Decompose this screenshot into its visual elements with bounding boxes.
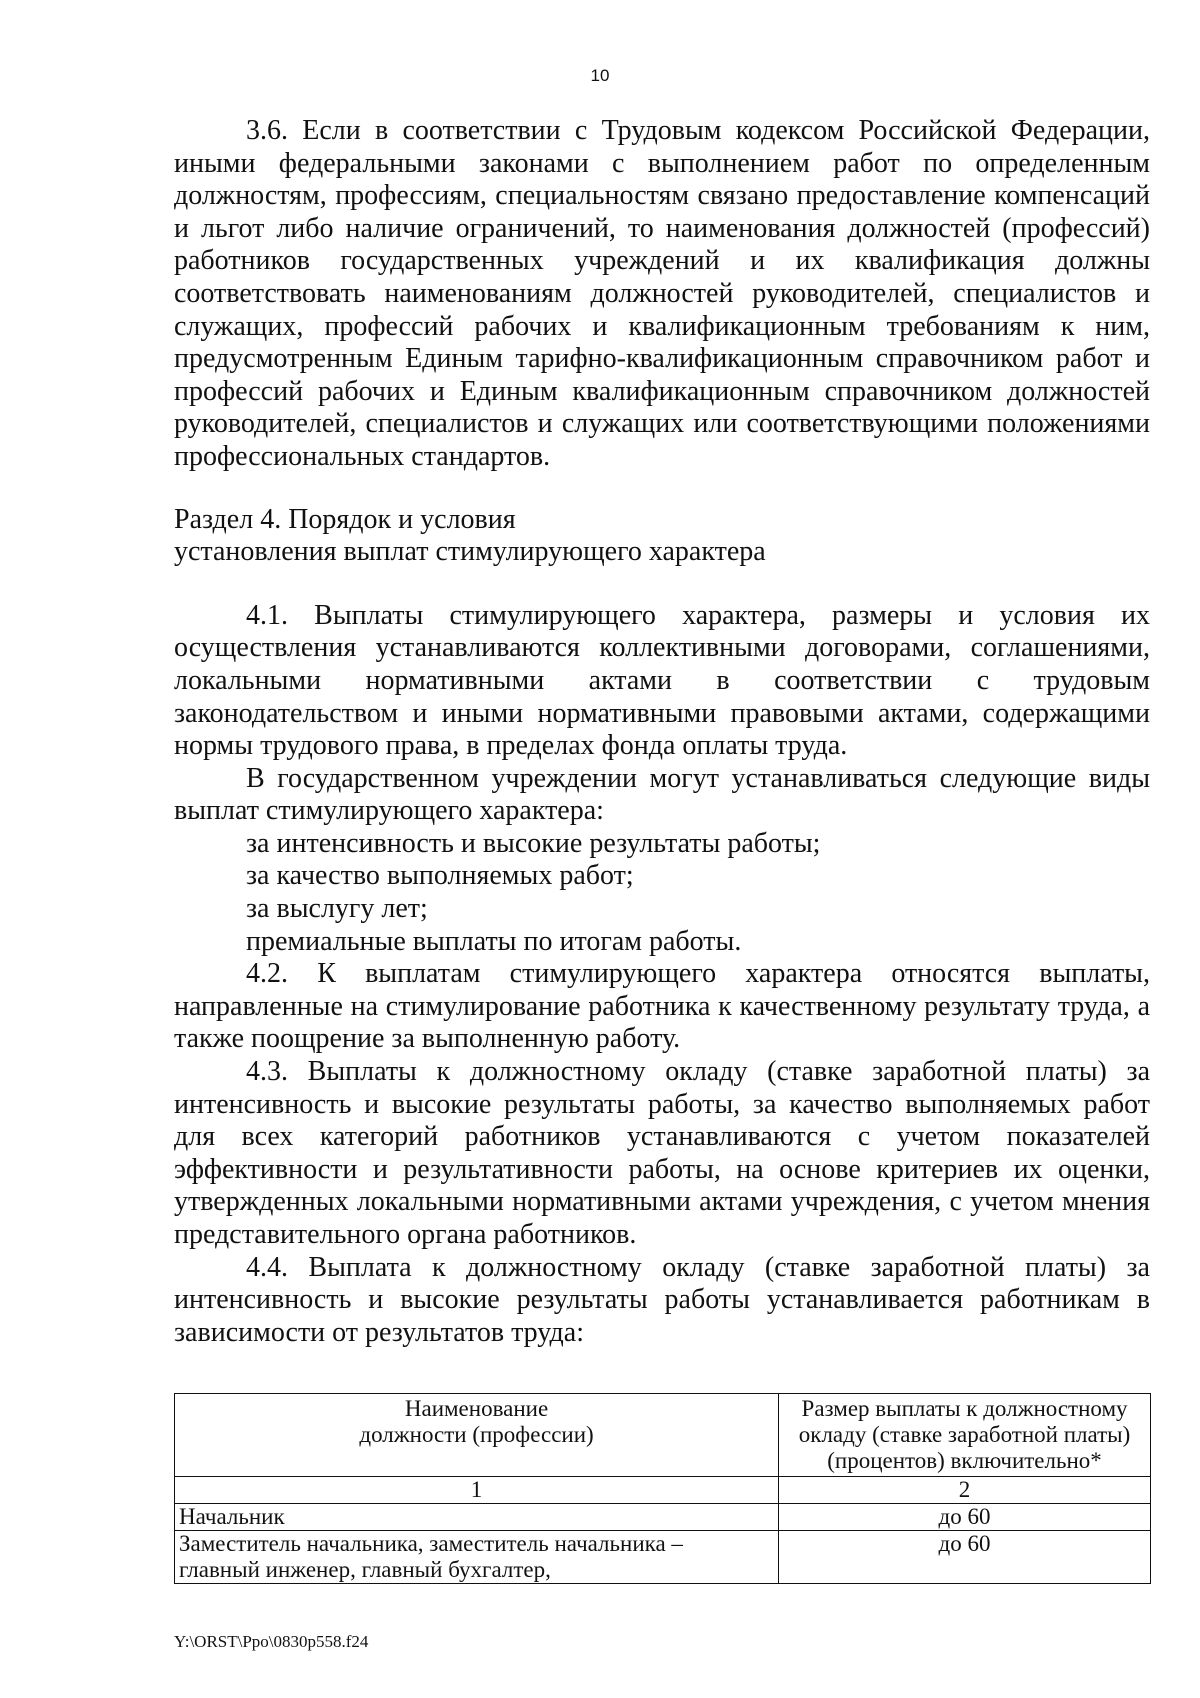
document-body [174, 115, 1150, 1349]
header-payment-line2: окладу (ставке заработной платы) [798, 1422, 1131, 1447]
section-4-title [174, 504, 1150, 569]
payment-table [174, 1393, 1151, 1584]
list-item: за выслугу лет; [246, 893, 428, 925]
header-payment-line1: Размер выплаты к должностному [801, 1396, 1128, 1421]
section-4-title-line2: установления выплат стимулирующего характера [174, 536, 766, 568]
table-row [175, 1531, 1151, 1584]
paragraph-4-1: 4.1. Выплаты стимулирующего характера, размеры и условия их осуществления устанавливаются коллективными договорами, соглашениями, локальными нормативными актами в соответствии с трудовым законодательством и иными нормативными правовыми актами, содержащими нормы трудового права, в пределах фонда оплаты труда. [174, 599, 1150, 762]
table-number-row [175, 1477, 1151, 1504]
column-number: 1 [175, 1477, 779, 1504]
paragraph-3-6: 3.6. Если в соответствии с Трудовым кодексом Российской Федерации, иными федеральными законами с выполнением работ по определенным должностям, профессиям, специальностям связано предоставление компенсаций и льгот либо наличие ограничений, то наименования должностей (профессий) работников государственных учреждений и их квалификация должны соответствовать наименованиям должностей руководителей, специалистов и служащих, профессий рабочих и квалификационным требованиям к ним, предусмотренным Единым тарифно-квалификационным справочником работ и профессий рабочих и Единым квалификационным справочником должностей руководителей, специалистов и служащих или соответствующими положениями профессиональных стандартов. [174, 115, 1150, 472]
header-payment-size [779, 1394, 1151, 1477]
footer-file-path: Y:\ORST\Ppo\0830p558.f24 [174, 1632, 369, 1651]
value-cell: до 60 [779, 1504, 1151, 1531]
list-item: премиальные выплаты по итогам работы. [246, 925, 742, 957]
page-number: 10 [590, 66, 610, 85]
paragraph-kinds-intro: В государственном учреждении могут устанавливаться следующие виды выплат стимулирующего характера: [174, 762, 1150, 827]
position-cell [175, 1531, 779, 1584]
value-cell: до 60 [779, 1531, 1151, 1584]
list-item: за качество выполняемых работ; [246, 860, 634, 892]
paragraph-4-3: 4.3. Выплаты к должностному окладу (ставке заработной платы) за интенсивность и высокие результаты работы, за качество выполняемых работ для всех категорий работников устанавливаются с учетом показателей эффективности и результативности работы, на основе критериев их оценки, утвержденных локальными нормативными актами учреждения, с учетом мнения представительного органа работников. [174, 1056, 1150, 1250]
paragraph-4-2: 4.2. К выплатам стимулирующего характера относятся выплаты, направленные на стимулирование работника к качественному результату труда, а также поощрение за выполненную работу. [174, 958, 1150, 1055]
position-cell: Начальник [175, 1504, 779, 1531]
section-4-title-line1: Раздел 4. Порядок и условия [174, 503, 516, 535]
header-position-line1: Наименование [404, 1396, 549, 1421]
paragraph-4-4: 4.4. Выплата к должностному окладу (ставке заработной платы) за интенсивность и высокие результаты работы устанавливается работникам в зависимости от результатов труда: [174, 1251, 1150, 1348]
position-line: главный инженер, главный бухгалтер, [179, 1557, 551, 1582]
table-row [175, 1504, 1151, 1531]
header-position [175, 1394, 779, 1477]
header-payment-line3: (процентов) включительно* [827, 1448, 1102, 1473]
header-position-line2: должности (профессии) [359, 1422, 594, 1447]
list-item: за интенсивность и высокие результаты работы; [246, 827, 821, 859]
position-line: Заместитель начальника, заместитель начальника – [179, 1531, 683, 1556]
column-number: 2 [779, 1477, 1151, 1504]
table-header-row [175, 1394, 1151, 1477]
